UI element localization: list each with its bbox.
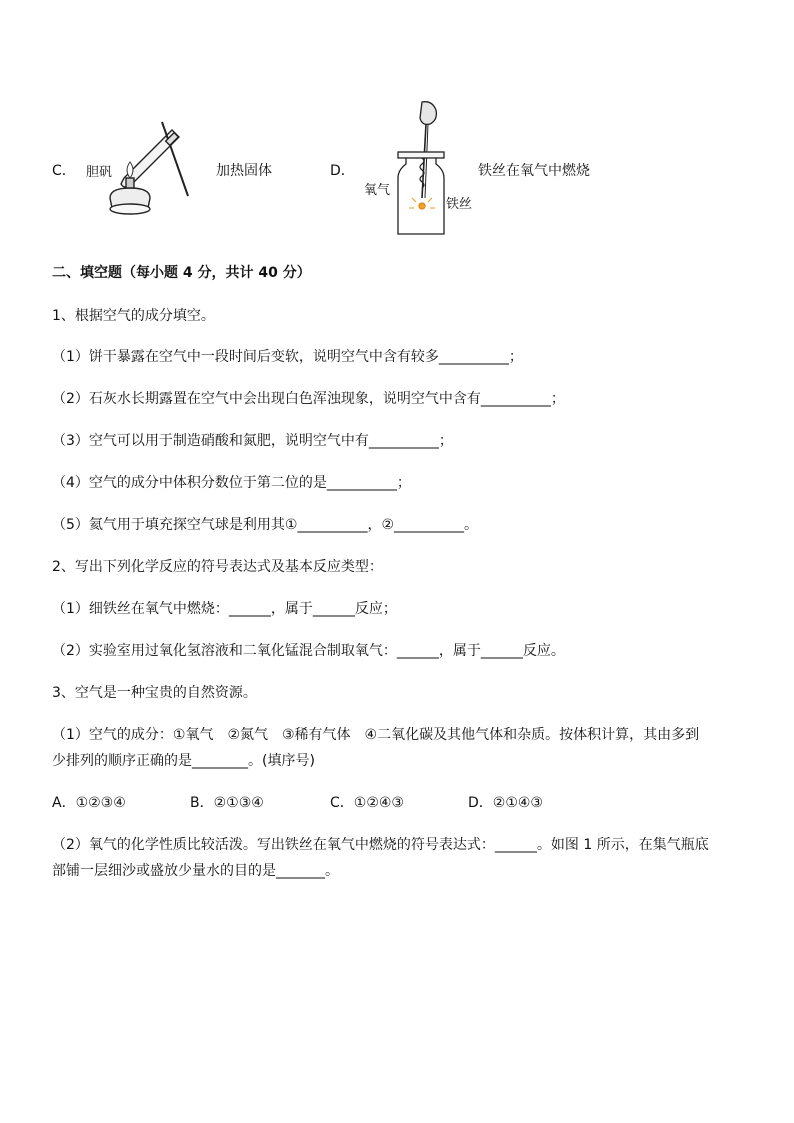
option-c-caption: 加热固体 (216, 163, 272, 179)
q1-item-3: （3）空气可以用于制造硝酸和氮肥，说明空气中有__________； (52, 433, 453, 449)
q1-stem: 1、根据空气的成分填空。 (52, 308, 215, 324)
q3-choice-c: C．①②④③ (330, 795, 404, 811)
q3-choice-b: B．②①③④ (190, 795, 264, 811)
q1-item-5: （5）氦气用于填充探空气球是利用其①__________，②__________。 (52, 517, 479, 533)
option-d-caption: 铁丝在氧气中燃烧 (478, 163, 590, 179)
figure-d-label-oxygen: 氧气 (364, 183, 391, 198)
figure-c-label-bluevitriol: 胆矾 (86, 165, 113, 180)
q3-part2-line2: 部铺一层细沙或盛放少量水的目的是_______。 (52, 863, 339, 879)
option-d-letter: D． (330, 163, 355, 179)
q2-item-2: （2）实验室用过氧化氢溶液和二氧化锰混合制取氧气：______，属于______反应。 (52, 643, 565, 659)
iron-wire-combustion-figure (392, 98, 452, 236)
q3-part1-line1: （1）空气的成分：①氧气 ②氮气 ③稀有气体 ④二氧化碳及其他气体和杂质。按体积计算，其由多到 (52, 727, 700, 743)
q3-choice-d: D．②①④③ (468, 795, 543, 811)
q3-part2-line1: （2）氧气的化学性质比较活泼。写出铁丝在氧气中燃烧的符号表达式：______。如图 1 所示，在集气瓶底 (52, 837, 709, 853)
heating-apparatus-figure (102, 118, 202, 216)
q3-part1-line2: 少排列的顺序正确的是________。(填序号) (52, 753, 315, 769)
q3-choice-a: A．①②③④ (52, 795, 126, 811)
q1-item-1: （1）饼干暴露在空气中一段时间后变软，说明空气中含有较多__________； (52, 349, 523, 365)
q1-item-2: （2）石灰水长期露置在空气中会出现白色浑浊现象，说明空气中含有__________； (52, 391, 565, 407)
figure-d-label-iron-wire: 铁丝 (446, 197, 473, 212)
section-title: 二、填空题（每小题 4 分，共计 40 分） (52, 265, 311, 281)
q2-item-1: （1）细铁丝在氧气中燃烧：______，属于______反应； (52, 601, 397, 617)
q2-stem: 2、写出下列化学反应的符号表达式及基本反应类型： (52, 559, 383, 575)
option-c-letter: C． (52, 163, 76, 179)
q3-stem: 3、空气是一种宝贵的自然资源。 (52, 685, 257, 701)
q1-item-4: （4）空气的成分中体积分数位于第二位的是__________； (52, 475, 411, 491)
